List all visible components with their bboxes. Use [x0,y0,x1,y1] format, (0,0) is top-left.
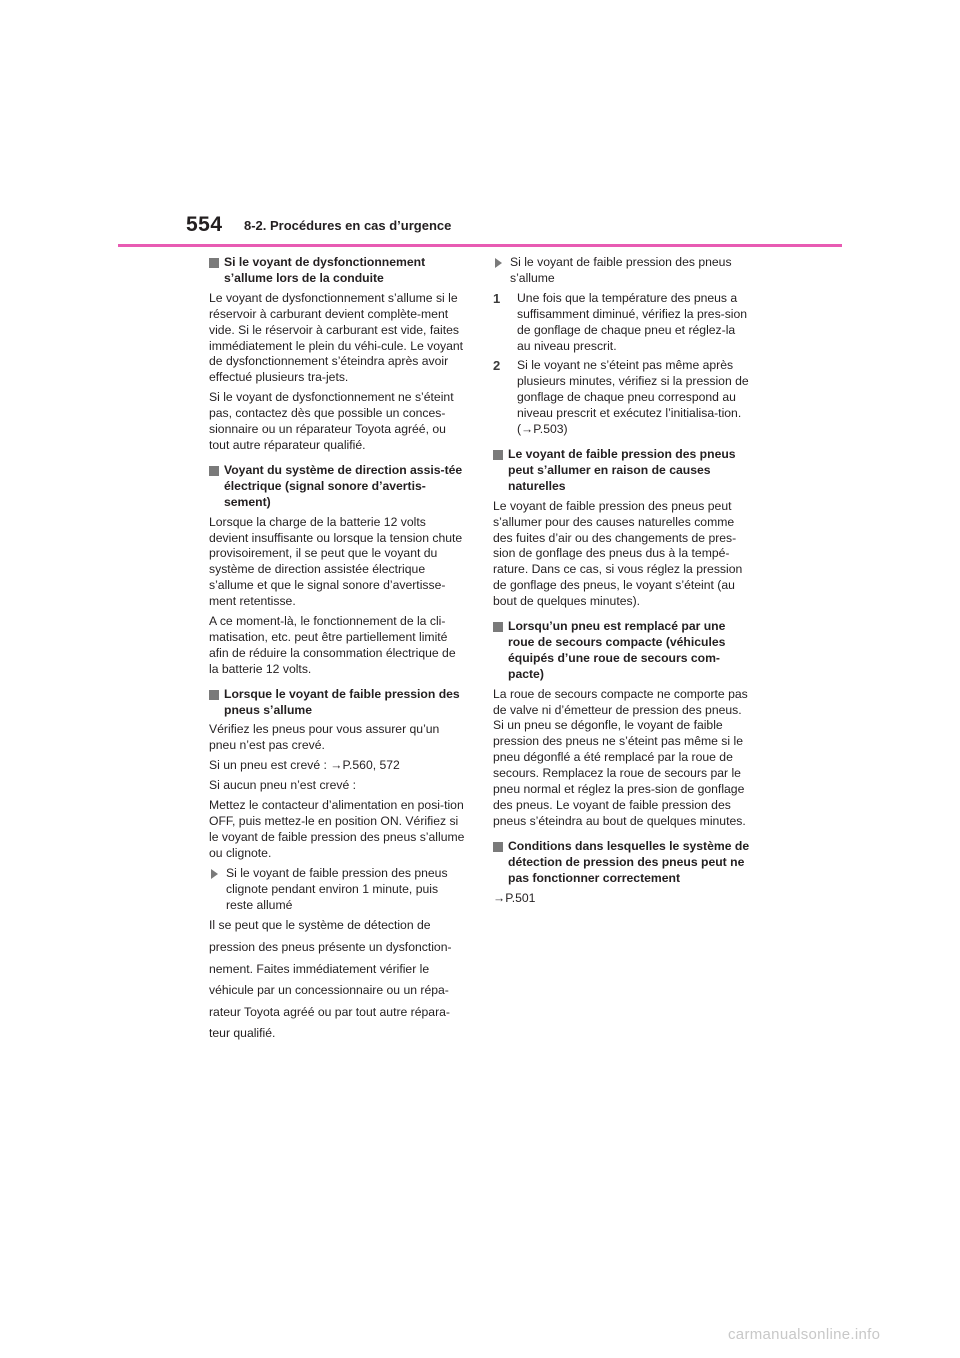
paragraph: Vérifiez les pneus pour vous assurer qu’un pneu n’est pas crevé. [209,722,440,753]
square-bullet-icon [493,622,503,632]
square-bullet-icon [209,466,219,476]
paragraph: A ce moment-là, le fonctionnement de la cli-matisation, etc. peut être partiellement limité afin de réduire la consommation électrique de la batterie 12 volts. [209,614,456,676]
paragraph: Lorsque la charge de la batterie 12 volts devient insuffisante ou lorsque la tension chute provisoirement, il se peut que le voyant du système de direction assistée électrique s’allume et que le signal sonore d’avertisse-ment retentisse. [209,514,463,609]
subheading: Si le voyant de dysfonctionnement s’allume lors de la conduite [209,255,467,287]
subheading: Le voyant de faible pression des pneus peut s’allumer en raison de causes naturelles [493,447,751,495]
page-number: 554 [186,213,223,236]
triangle-bullet-icon [211,869,218,879]
square-bullet-icon [209,258,219,268]
page-reference: →P.501 [493,890,536,905]
square-bullet-icon [209,690,219,700]
paragraph: Mettez le contacteur d’alimentation en posi-tion OFF, puis mettez-le en position ON. Vérifiez si le voyant de faible pression des pneus s’allume ou clignote. [209,798,465,860]
subheading: Voyant du système de direction assis-tée électrique (signal sonore d’avertis-sement) [209,463,467,511]
paragraph: Si aucun pneu n’est crevé : [209,778,357,793]
paragraph: La roue de secours compacte ne comporte pas de valve ni d’émetteur de pression des pneus. Si un pneu se dégonfle, le voyant de faible pression des pneus ne s’éteint pas même si le pneu dégonflé a été remplacé par la roue de secours. Remplacez la roue de secours par le pneu normal et réglez la pres-sion de gonflage des pneus. Le voyant de faible pression des pneus s’éteindra au bout de quelques minutes. [493,686,748,828]
square-bullet-icon [493,450,503,460]
square-bullet-icon [493,842,503,852]
triangle-bullet-icon [495,258,502,268]
paragraph: Le voyant de dysfonctionnement s’allume si le réservoir à carburant devient complète-ment vide. Si le réservoir à carburant est vide, faites immédiatement le plein du véhi-cule. Le voyant de dysfonctionnement s’éteindra après avoir effectué plusieurs tra-jets. [209,290,464,385]
header-rule [118,244,842,247]
step-item: 2 Si le voyant ne s’éteint pas même après plusieurs minutes, vérifiez si la pression de gonflage de chaque pneu correspond au niveau prescrit et exécutez l’initialisa-tion. (→P.503) [493,358,749,437]
section-title: 8-2. Procédures en cas d’urgence [244,218,452,233]
subheading: Lorsque le voyant de faible pression des pneus s’allume [209,687,467,719]
left-column [209,255,467,1047]
subheading: Lorsqu’un pneu est remplacé par une roue de secours compacte (véhicules équipés d’une roue de secours com-pacte) [493,619,751,683]
right-column [493,255,751,910]
subheading: Conditions dans lesquelles le système de détection de pression des pneus peut ne pas fonctionner correctement [493,839,751,887]
bullet-item: Si le voyant de faible pression des pneus s’allume [493,255,751,287]
step-number: 2 [493,358,501,374]
bullet-item: Si le voyant de faible pression des pneus clignote pendant environ 1 minute, puis reste allumé [209,866,467,914]
watermark: carmanualsonline.info [728,1326,881,1343]
paragraph: Le voyant de faible pression des pneus peut s’allumer pour des causes naturelles comme des fuites d’air ou des changements de pres-sion de gonflage des pneus dus à la tempé-rature. Dans ce cas, si vous réglez la pression de gonflage des pneus, le voyant s’éteint (au bout de quelques minutes). [493,498,743,609]
paragraph-lines: Il se peut que le système de détection de pression des pneus présente un dysfonction- nement. Faites immédiatement vérifier le véhicule par un concessionnaire ou un répa- rateur Toyota agréé ou par tout autre répara- teur qualifié. [209,918,452,1041]
step-number: 1 [493,290,501,306]
paragraph: Si le voyant de dysfonctionnement ne s’éteint pas, contactez dès que possible un conces-sionnaire ou un réparateur Toyota agréé, ou tout autre réparateur qualifié. [209,390,454,452]
step-item: 1 Une fois que la température des pneus a suffisamment diminué, vérifiez la pres-sion de gonflage de chaque pneu et réglez-la au niveau prescrit. [493,290,748,353]
paragraph: Si un pneu est crevé : →P.560, 572 [209,758,400,773]
